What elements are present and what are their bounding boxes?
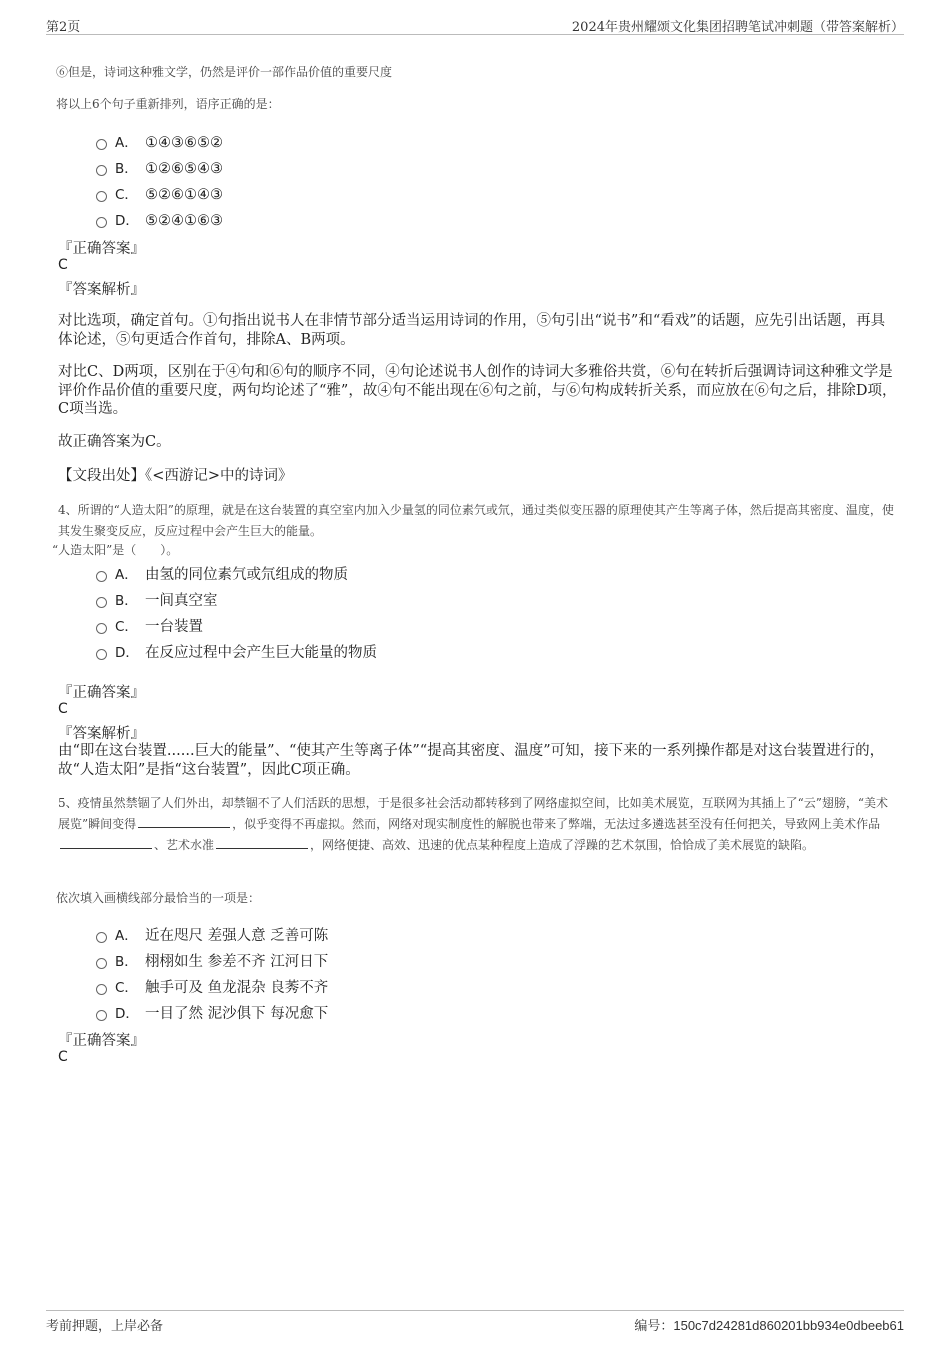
q5-option-d[interactable]: D． 一目了然 泥沙俱下 每况愈下 bbox=[96, 1002, 328, 1024]
q4-stem: 4、所谓的“人造太阳”的原理，就是在这台装置的真空室内加入少量氢的同位素氕或氘，通过类似变压器的原理使其产生等离子体，然后提高其密度、温度，使其发生聚变反应，反应过程中会产生巨大的能量。 bbox=[58, 503, 894, 538]
analysis-paragraph-1: 对比选项，确定首句。①句指出说书人在非情节部分适当运用诗词的作用，⑤句引出“说书”和“看戏”的话题，应先引出话题，再具体论述，⑤句更适合作首句，排除A、B两项。 bbox=[58, 313, 886, 348]
q4-option-d[interactable]: D． 在反应过程中会产生巨大能量的物质 bbox=[96, 641, 377, 663]
answer-label: 『正确答案』 bbox=[58, 685, 145, 701]
fill-blank-3 bbox=[216, 836, 308, 849]
page-header bbox=[46, 14, 904, 35]
radio-icon[interactable] bbox=[96, 217, 107, 228]
q3-option-a[interactable]: A． ①④③⑥⑤② bbox=[96, 131, 223, 153]
source-citation: 【文段出处】《<西游记>中的诗词》 bbox=[58, 468, 293, 484]
analysis-label: 『答案解析』 bbox=[58, 726, 145, 742]
analysis-label: 『答案解析』 bbox=[58, 282, 145, 298]
analysis-paragraph: 由“即在这台装置......巨大的能量”、“使其产生等离子体”“提高其密度、温度”可知，接下来的一系列操作都是对这台装置进行的，故“人造太阳”是指“这台装置”，因此C项正确。 bbox=[58, 743, 885, 778]
answer-value: C bbox=[58, 1049, 68, 1065]
answer-label: 『正确答案』 bbox=[58, 1033, 145, 1049]
radio-icon[interactable] bbox=[96, 649, 107, 660]
answer-value: C bbox=[58, 701, 68, 717]
answer-value: C bbox=[58, 257, 68, 273]
q5-option-c[interactable]: C． 触手可及 鱼龙混杂 良莠不齐 bbox=[96, 976, 328, 998]
radio-icon[interactable] bbox=[96, 958, 107, 969]
q3-option-b[interactable]: B． ①②⑥⑤④③ bbox=[96, 157, 223, 179]
fill-blank-1 bbox=[138, 815, 230, 828]
q5-stem: 5、疫情虽然禁锢了人们外出，却禁锢不了人们活跃的思想，于是很多社会活动都转移到了网络虚拟空间，比如美术展览，互联网为其插上了“云”翅膀，“美术展览”瞬间变得 ，似乎变得不再虚拟。然而，网络对现实制度性的解脱也带来了弊端，无法过多遴选甚至没有任何把关，导致网上美术作品、艺术水准 ，网络便捷、高效、迅速的优点某种程度上造成了浮躁的艺术氛围，恰恰成了美术展览的缺陷。 bbox=[58, 796, 889, 852]
footer-slogan: 考前押题，上岸必备 bbox=[46, 1319, 164, 1334]
q4-option-b[interactable]: B． 一间真空室 bbox=[96, 589, 218, 611]
question-prompt: 将以上6个句子重新排列，语序正确的是： bbox=[56, 97, 280, 111]
page-footer bbox=[46, 1310, 904, 1335]
q3-option-c[interactable]: C． ⑤②⑥①④③ bbox=[96, 183, 223, 205]
radio-icon[interactable] bbox=[96, 932, 107, 943]
answer-label: 『正确答案』 bbox=[58, 241, 145, 257]
radio-icon[interactable] bbox=[96, 984, 107, 995]
radio-icon[interactable] bbox=[96, 191, 107, 202]
radio-icon[interactable] bbox=[96, 1010, 107, 1021]
sentence-6: ⑥但是，诗词这种雅文学，仍然是评价一部作品价值的重要尺度 bbox=[56, 65, 393, 79]
q5-option-b[interactable]: B． 栩栩如生 参差不齐 江河日下 bbox=[96, 950, 328, 972]
analysis-paragraph-2: 对比C、D两项，区别在于④句和⑥句的顺序不同，④句论述说书人创作的诗词大多雅俗共赏，⑥句在转折后强调诗词这种雅文学是评价作品价值的重要尺度，两句均论述了“雅”，故④句不能出现在⑥句之前，与⑥句构成转折关系，而应放在⑥句之后，排除D项，C项当选。 bbox=[58, 364, 897, 417]
radio-icon[interactable] bbox=[96, 571, 107, 582]
radio-icon[interactable] bbox=[96, 597, 107, 608]
fill-blank-2 bbox=[60, 836, 152, 849]
document-code: 编号：150c7d24281d860201bb934e0dbeeb61 bbox=[634, 1318, 904, 1334]
radio-icon[interactable] bbox=[96, 623, 107, 634]
question-prompt: 依次填入画横线部分最恰当的一项是： bbox=[56, 891, 261, 905]
document-title: 2024年贵州耀颂文化集团招聘笔试冲刺题（带答案解析） bbox=[571, 20, 904, 35]
radio-icon[interactable] bbox=[96, 139, 107, 150]
q3-option-d[interactable]: D． ⑤②④①⑥③ bbox=[96, 209, 223, 231]
radio-icon[interactable] bbox=[96, 165, 107, 176]
q5-option-a[interactable]: A． 近在咫尺 差强人意 乏善可陈 bbox=[96, 924, 328, 946]
page-number: 第2页 bbox=[46, 20, 81, 35]
q4-option-c[interactable]: C． 一台装置 bbox=[96, 615, 203, 637]
q4-option-a[interactable]: A． 由氢的同位素氕或氘组成的物质 bbox=[96, 563, 348, 585]
analysis-paragraph-3: 故正确答案为C。 bbox=[58, 434, 171, 450]
q4-stem-question: “人造太阳”是（ ）。 bbox=[52, 543, 179, 557]
